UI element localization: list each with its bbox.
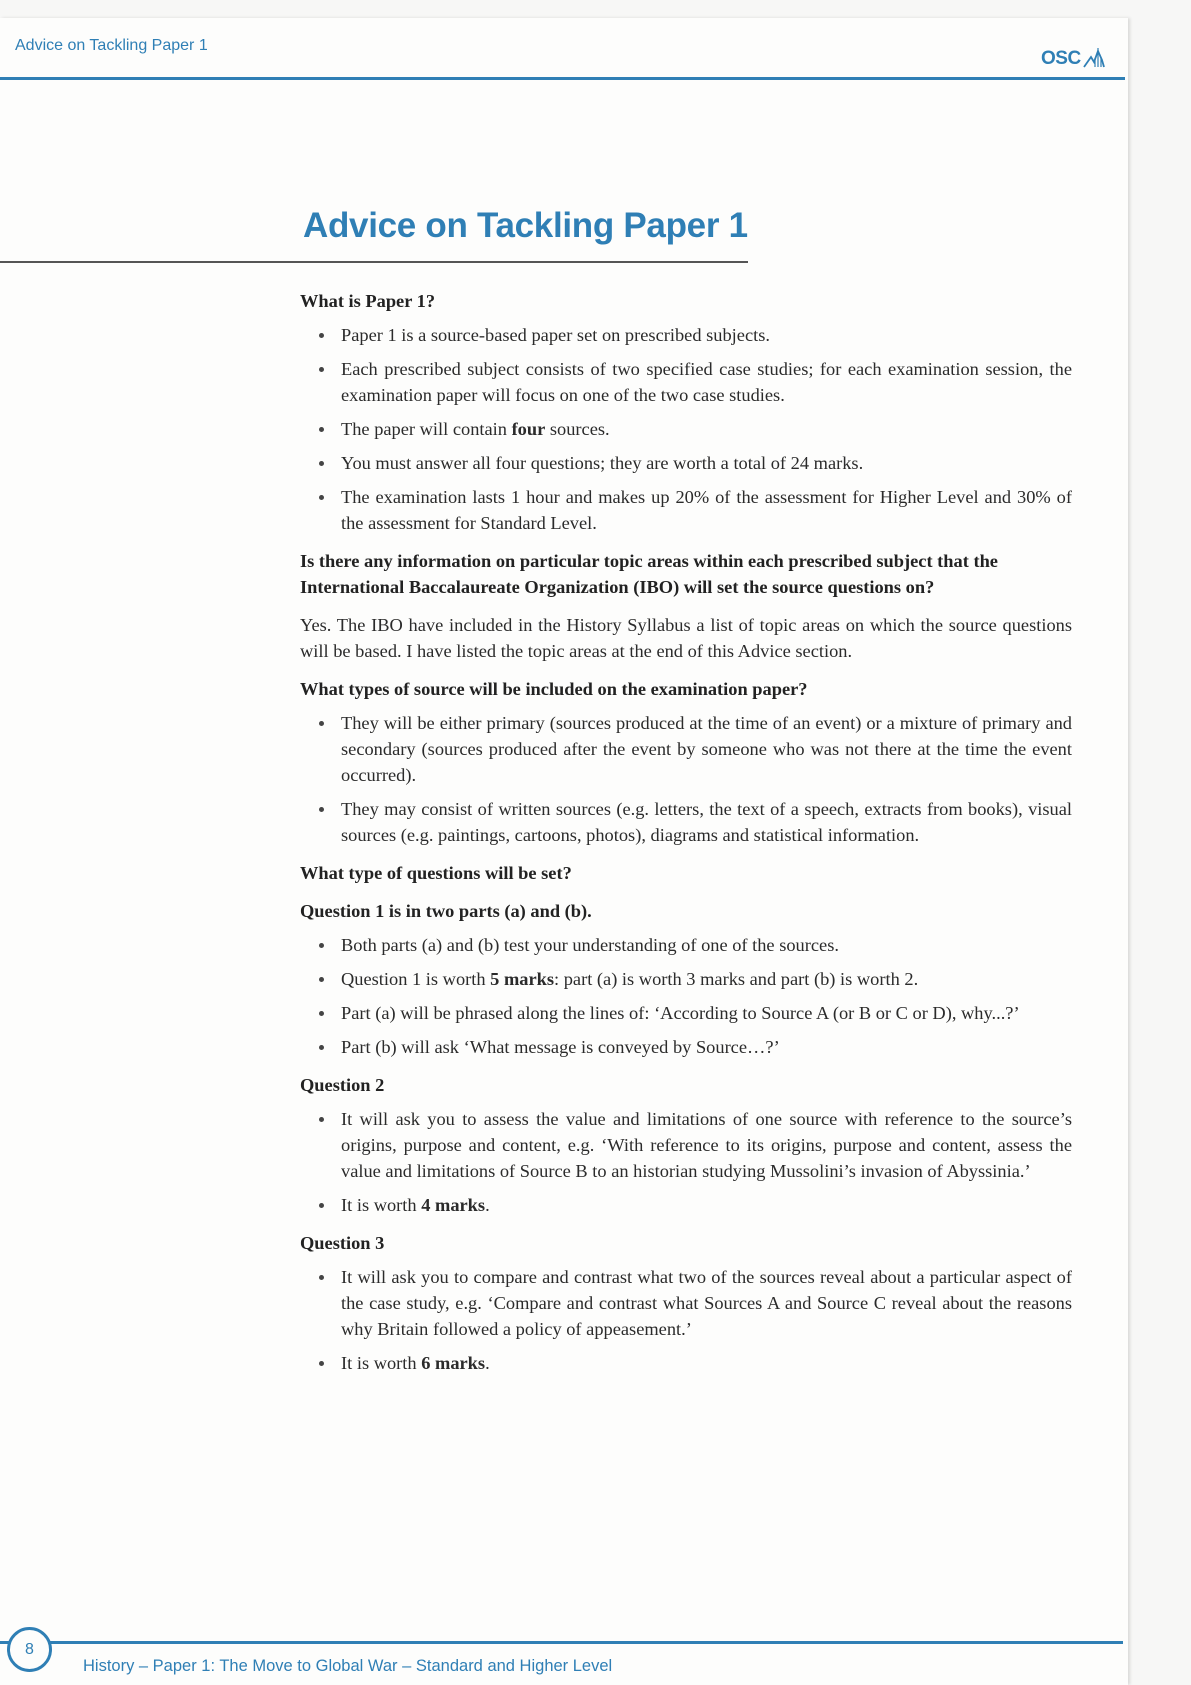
bullet-icon bbox=[319, 807, 324, 812]
list-item bbox=[300, 1034, 1072, 1060]
footer-rule bbox=[0, 1641, 1123, 1644]
section bbox=[300, 860, 1072, 886]
bullet-list bbox=[300, 1264, 1072, 1376]
list-item-text: It will ask you to assess the value and limitations of one source with reference to the source’s origins, purpose and content, e.g. ‘With reference to its origins, purpose and content, assess the value and limitations of Source B to an historian studying Mussolini’s invasion of Abyssinia.’ bbox=[341, 1109, 1072, 1181]
bullet-icon bbox=[319, 1117, 324, 1122]
bullet-icon bbox=[319, 495, 324, 500]
bullet-list bbox=[300, 322, 1072, 536]
bullet-icon bbox=[319, 333, 324, 338]
list-item bbox=[300, 356, 1072, 408]
list-item bbox=[300, 932, 1072, 958]
section-heading: Is there any information on particular topic areas within each prescribed subject that the International Baccalaureate Organization (IBO) will set the source questions on? bbox=[300, 551, 998, 597]
list-item bbox=[300, 1192, 1072, 1218]
bullet-icon bbox=[319, 461, 324, 466]
section bbox=[300, 1230, 1072, 1376]
page-title: Advice on Tackling Paper 1 bbox=[303, 206, 748, 245]
title-underline bbox=[0, 261, 748, 263]
section-heading: What types of source will be included on the examination paper? bbox=[300, 679, 808, 699]
bullet-icon bbox=[319, 1275, 324, 1280]
bullet-list bbox=[300, 932, 1072, 1060]
list-item-text: They will be either primary (sources produced at the time of an event) or a mixture of primary and secondary (sources produced after the event by someone who was not there at the time the event occurred). bbox=[341, 713, 1072, 785]
list-item bbox=[300, 322, 1072, 348]
list-item bbox=[300, 1264, 1072, 1342]
running-header-title: Advice on Tackling Paper 1 bbox=[15, 37, 208, 54]
list-item-text: Both parts (a) and (b) test your understanding of one of the sources. bbox=[341, 935, 839, 955]
list-item bbox=[300, 710, 1072, 788]
section-heading: What type of questions will be set? bbox=[300, 863, 572, 883]
bullet-icon bbox=[319, 367, 324, 372]
bullet-list bbox=[300, 710, 1072, 848]
publisher-name: OSC bbox=[1041, 48, 1081, 69]
bullet-icon bbox=[319, 721, 324, 726]
list-item bbox=[300, 450, 1072, 476]
bullet-icon bbox=[319, 1011, 324, 1016]
section bbox=[300, 898, 1072, 1060]
list-item-text: Question 1 is worth 5 marks: part (a) is worth 3 marks and part (b) is worth 2. bbox=[341, 969, 919, 989]
list-item bbox=[300, 416, 1072, 442]
bold-emphasis: 4 marks bbox=[421, 1195, 486, 1215]
bullet-icon bbox=[319, 977, 324, 982]
list-item-text: Part (a) will be phrased along the lines of: ‘According to Source A (or B or C or D), why...?’ bbox=[341, 1003, 1020, 1023]
bullet-icon bbox=[319, 1203, 324, 1208]
publisher-logo bbox=[1041, 46, 1106, 70]
section-paragraph: Yes. The IBO have included in the History Syllabus a list of topic areas on which the source questions will be based. I have listed the topic areas at the end of this Advice section. bbox=[300, 615, 1072, 661]
list-item-text: You must answer all four questions; they are worth a total of 24 marks. bbox=[341, 453, 864, 473]
bullet-list bbox=[300, 1106, 1072, 1218]
section bbox=[300, 1072, 1072, 1218]
list-item bbox=[300, 966, 1072, 992]
section-heading: Question 2 bbox=[300, 1075, 385, 1095]
bold-emphasis: 6 marks bbox=[421, 1353, 486, 1373]
section-heading: Question 3 bbox=[300, 1233, 385, 1253]
bold-emphasis: 5 marks bbox=[490, 969, 555, 989]
footer-title: History – Paper 1: The Move to Global War – Standard and Higher Level bbox=[83, 1657, 613, 1675]
list-item-text: The paper will contain four sources. bbox=[341, 419, 610, 439]
section-heading: What is Paper 1? bbox=[300, 291, 436, 311]
bullet-icon bbox=[319, 1045, 324, 1050]
section bbox=[300, 676, 1072, 848]
section bbox=[300, 548, 1072, 664]
bullet-icon bbox=[319, 427, 324, 432]
list-item-text: It will ask you to compare and contrast what two of the sources reveal about a particular aspect of the case study, e.g. ‘Compare and contrast what Sources A and Source C reveal about the reasons why Britain followed a policy of appeasement.’ bbox=[341, 1267, 1072, 1339]
list-item bbox=[300, 1106, 1072, 1184]
document-body bbox=[300, 288, 1072, 1388]
list-item-text: Part (b) will ask ‘What message is conveyed by Source…?’ bbox=[341, 1037, 780, 1057]
bullet-icon bbox=[319, 1361, 324, 1366]
section-heading: Question 1 is in two parts (a) and (b). bbox=[300, 901, 592, 921]
pen-nib-logo-icon bbox=[1082, 46, 1106, 70]
list-item-text: They may consist of written sources (e.g. letters, the text of a speech, extracts from books), visual sources (e.g. paintings, cartoons, photos), diagrams and statistical information. bbox=[341, 799, 1072, 845]
list-item-text: The examination lasts 1 hour and makes up 20% of the assessment for Higher Level and 30% of the assessment for Standard Level. bbox=[341, 487, 1072, 533]
bold-emphasis: four bbox=[511, 419, 546, 439]
page-number-badge bbox=[7, 1627, 52, 1672]
list-item bbox=[300, 484, 1072, 536]
section bbox=[300, 288, 1072, 536]
header-rule bbox=[0, 77, 1125, 80]
bullet-icon bbox=[319, 943, 324, 948]
list-item-text: It is worth 4 marks. bbox=[341, 1195, 490, 1215]
list-item-text: It is worth 6 marks. bbox=[341, 1353, 490, 1373]
list-item-text: Paper 1 is a source-based paper set on prescribed subjects. bbox=[341, 325, 770, 345]
page-number: 8 bbox=[25, 1640, 34, 1658]
list-item bbox=[300, 796, 1072, 848]
list-item bbox=[300, 1350, 1072, 1376]
list-item-text: Each prescribed subject consists of two specified case studies; for each examination session, the examination paper will focus on one of the two case studies. bbox=[341, 359, 1072, 405]
list-item bbox=[300, 1000, 1072, 1026]
